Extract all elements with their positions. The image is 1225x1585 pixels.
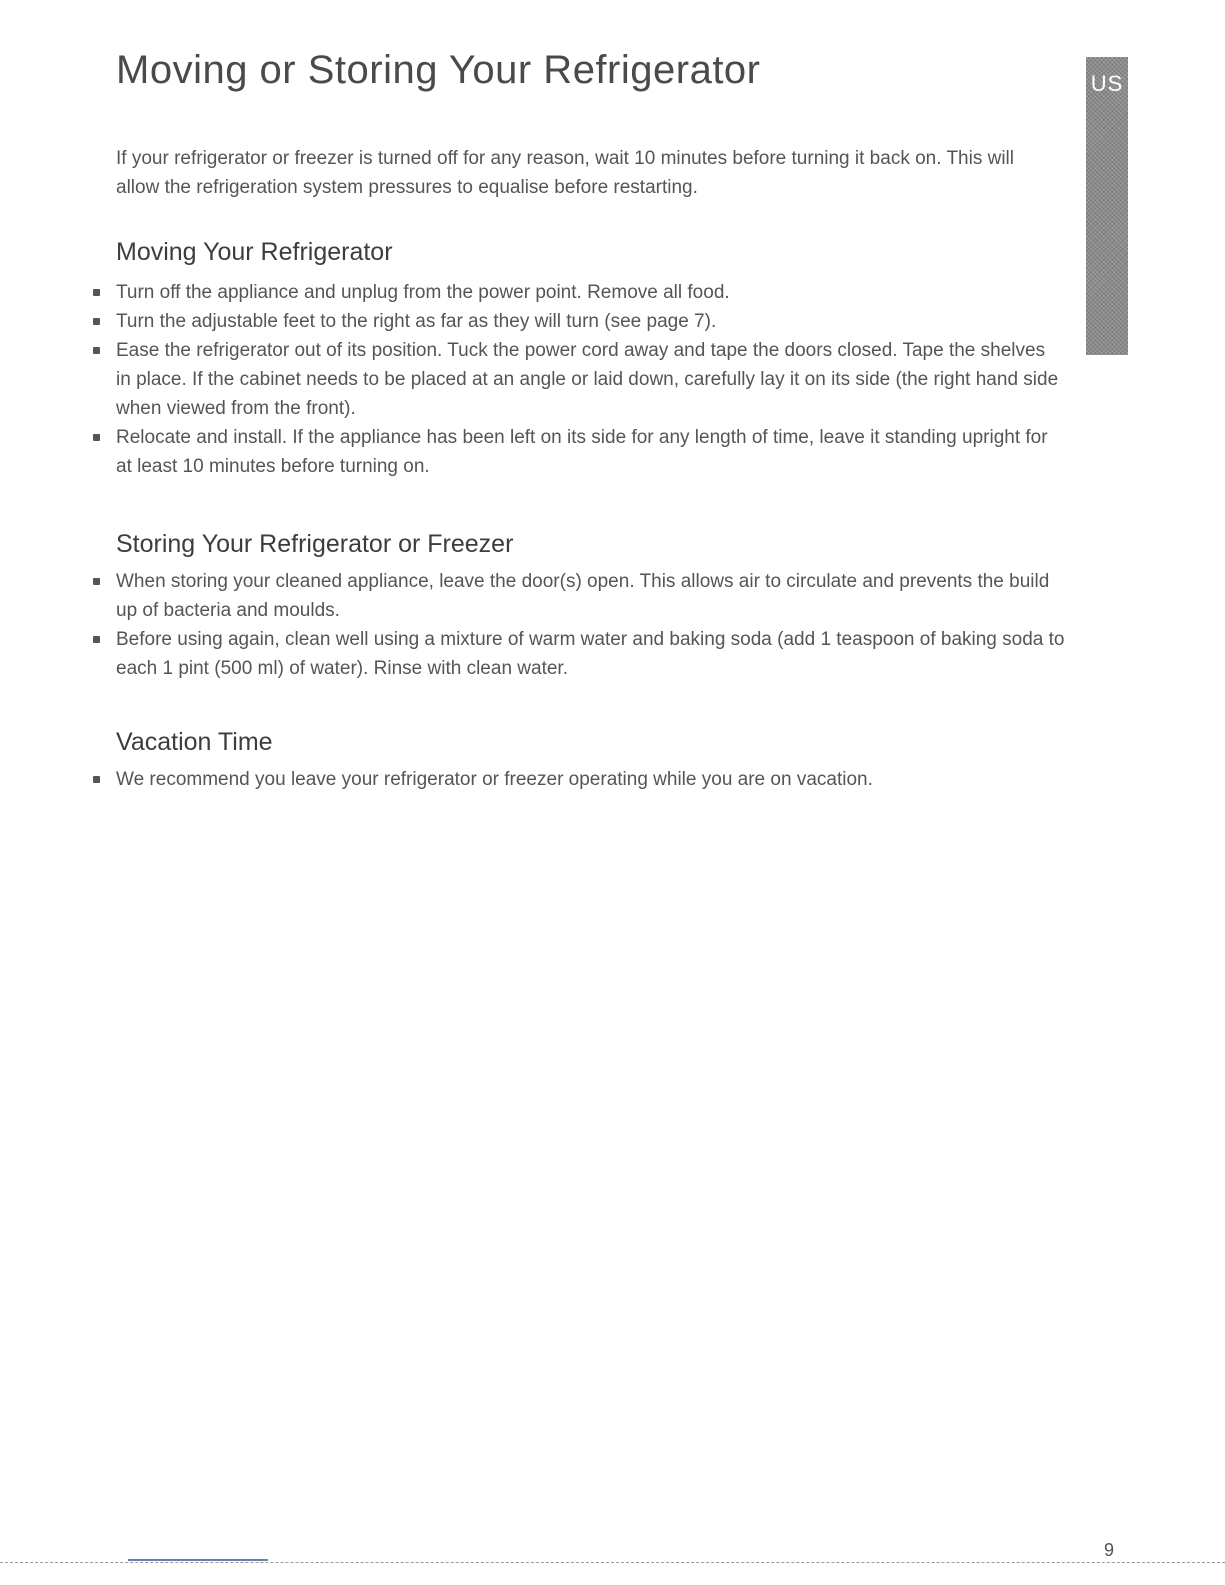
footer-accent-line	[128, 1559, 268, 1561]
bullet-icon	[93, 434, 100, 441]
section-tab-marker	[1086, 57, 1128, 355]
list-item	[90, 423, 1065, 481]
list-item	[90, 307, 1065, 336]
page-title: Moving or Storing Your Refrigerator	[116, 48, 761, 92]
list-item	[90, 625, 1065, 683]
moving-list	[90, 278, 1065, 481]
list-item-text: Turn the adjustable feet to the right as far as they will turn (see page 7).	[116, 311, 717, 332]
list-item-text: Ease the refrigerator out of its position. Tuck the power cord away and tape the doors closed. Tape the shelves in place. If the cabinet needs to be placed at an angle or laid down, carefully lay it on its side (the right hand side when viewed from the front).	[116, 340, 1059, 419]
section-heading-storing: Storing Your Refrigerator or Freezer	[116, 530, 514, 558]
section-heading-vacation: Vacation Time	[116, 728, 273, 756]
list-item-text: We recommend you leave your refrigerator or freezer operating while you are on vacation.	[116, 769, 873, 790]
list-item-text: When storing your cleaned appliance, leave the door(s) open. This allows air to circulate and prevents the build up of bacteria and moulds.	[116, 571, 1050, 621]
list-item	[90, 567, 1065, 625]
list-item	[90, 278, 1065, 307]
page-number: 9	[1104, 1540, 1115, 1560]
list-item	[90, 336, 1065, 423]
bullet-icon	[93, 289, 100, 296]
tab-label: US	[1090, 71, 1124, 96]
list-item-text: Before using again, clean well using a mixture of warm water and baking soda (add 1 teaspoon of baking soda to each 1 pint (500 ml) of water). Rinse with clean water.	[116, 629, 1065, 679]
list-item	[90, 765, 1065, 794]
section-heading-moving: Moving Your Refrigerator	[116, 238, 393, 266]
list-item-text: Turn off the appliance and unplug from the power point. Remove all food.	[116, 282, 730, 303]
bullet-icon	[93, 578, 100, 585]
list-item-text: Relocate and install. If the appliance has been left on its side for any length of time, leave it standing upright for at least 10 minutes before turning on.	[116, 427, 1048, 477]
storing-list	[90, 567, 1065, 683]
footer-divider	[0, 1562, 1225, 1563]
bullet-icon	[93, 347, 100, 354]
bullet-icon	[93, 318, 100, 325]
bullet-icon	[93, 776, 100, 783]
vacation-list	[90, 765, 1065, 794]
bullet-icon	[93, 636, 100, 643]
intro-paragraph: If your refrigerator or freezer is turned off for any reason, wait 10 minutes before turning it back on. This will allow the refrigeration system pressures to equalise before restarting.	[116, 148, 1015, 198]
